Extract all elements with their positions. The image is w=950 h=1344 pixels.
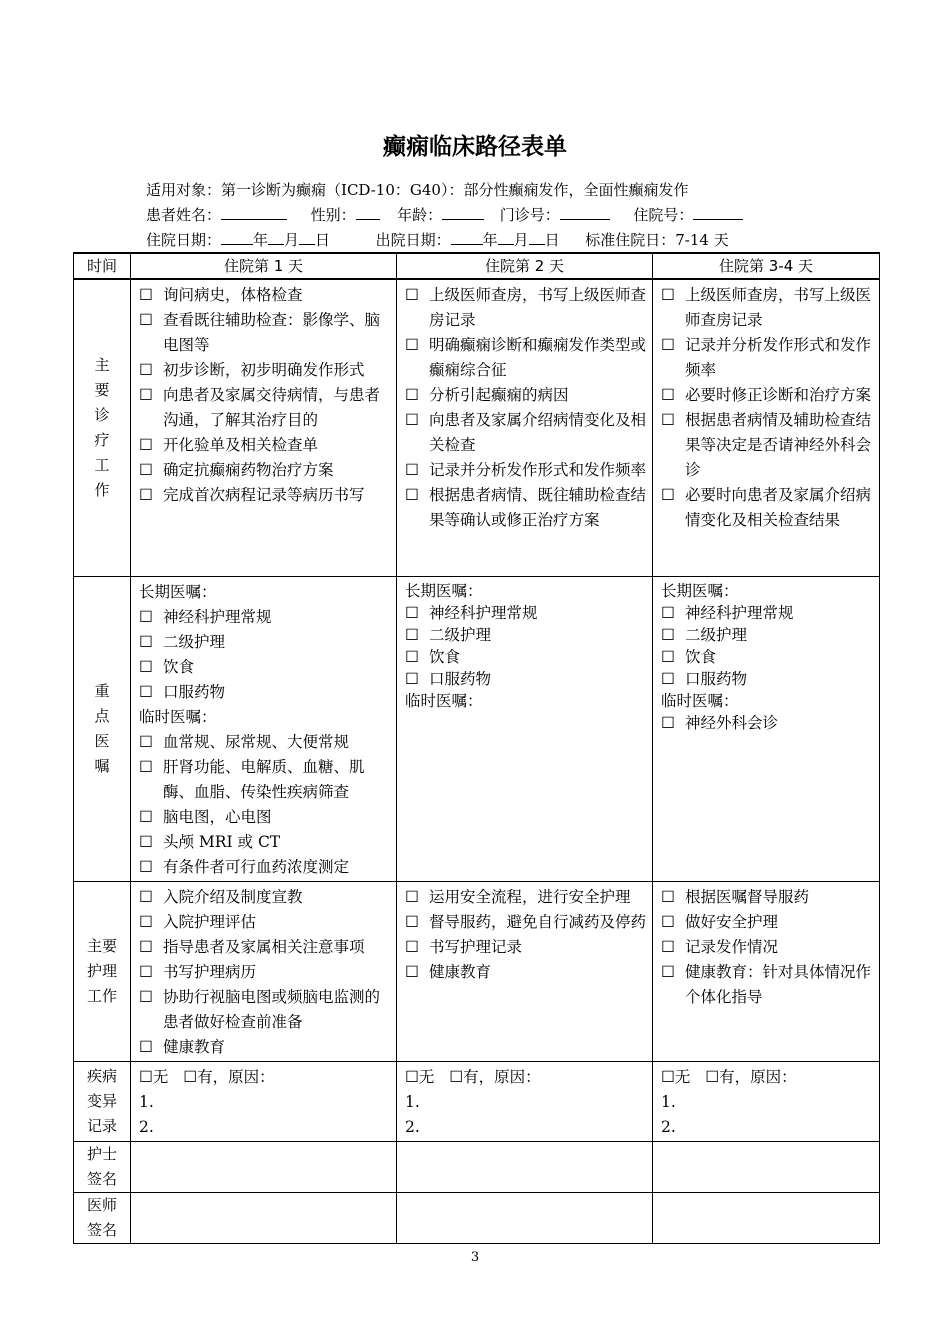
checkbox[interactable]: ☐ <box>661 937 675 956</box>
checklist-item <box>139 755 390 805</box>
checkbox[interactable]: ☐ <box>139 757 153 776</box>
nurse-sign-day1[interactable] <box>131 1141 397 1192</box>
checkbox[interactable]: ☐ <box>661 486 675 504</box>
inpatient-no-label: 住院号： <box>633 206 694 224</box>
orders-day1 <box>131 576 397 881</box>
checkbox[interactable]: ☐ <box>139 807 153 826</box>
variance-line-2[interactable]: 2. <box>139 1117 154 1136</box>
date-line <box>146 230 729 250</box>
checklist-item-text: 指导患者及家属相关注意事项 <box>163 937 365 956</box>
checklist-item-text: 向患者及家属交待病情，与患者沟通，了解其治疗目的 <box>163 386 381 429</box>
checklist-item <box>139 605 390 630</box>
checklist-item <box>139 433 390 458</box>
clinic-no-label: 门诊号： <box>499 206 560 224</box>
checklist-item <box>139 830 390 855</box>
checklist-item-text: 明确癫痫诊断和癫痫发作类型或癫痫综合征 <box>429 336 647 379</box>
checkbox[interactable]: ☐ <box>139 732 153 751</box>
checklist-item-text: 记录并分析发作形式和发作频率 <box>429 461 647 479</box>
checkbox[interactable]: ☐ <box>661 912 675 931</box>
checklist-item-text: 脑电图，心电图 <box>163 807 272 826</box>
checklist-item <box>405 408 646 458</box>
checklist-item <box>405 283 646 333</box>
checklist-item <box>139 910 390 935</box>
checklist-item-text: 入院介绍及制度宣教 <box>163 887 303 906</box>
checklist-item <box>139 483 390 508</box>
temporary-label: 临时医嘱： <box>661 691 739 710</box>
admit-year-field[interactable] <box>221 230 253 245</box>
checkbox[interactable]: ☐ <box>405 603 419 622</box>
checklist-item <box>405 935 646 960</box>
checkbox[interactable]: ☐ <box>405 912 419 931</box>
checkbox[interactable]: ☐ <box>139 832 153 851</box>
checkbox[interactable]: ☐ <box>405 386 419 404</box>
col-day2: 住院第 2 天 <box>397 253 653 279</box>
admit-day-field[interactable] <box>299 230 315 245</box>
variance-yes-checkbox[interactable]: ☐有，原因： <box>183 1067 275 1086</box>
scope-label: 适用对象： <box>146 181 222 199</box>
admit-date-label: 住院日期： <box>146 231 222 249</box>
checklist-item-text: 二级护理 <box>685 625 748 644</box>
discharge-year-field[interactable] <box>451 230 483 245</box>
long-term-label: 长期医嘱： <box>661 581 739 600</box>
checkbox[interactable]: ☐ <box>661 286 675 304</box>
variance-yes-checkbox[interactable]: ☐有，原因： <box>449 1067 541 1086</box>
standard-stay: 标准住院日：7-14 天 <box>585 231 729 249</box>
checklist-item-text: 做好安全护理 <box>685 912 779 931</box>
checklist-item-text: 根据患者病情及辅助检查结果等决定是否请神经外科会诊 <box>685 411 872 479</box>
checkbox[interactable]: ☐ <box>139 937 153 956</box>
checkbox[interactable]: ☐ <box>661 603 675 622</box>
checklist-item-text: 查看既往辅助检查：影像学、脑电图等 <box>163 311 381 354</box>
variance-line-2[interactable]: 2. <box>661 1117 676 1136</box>
checklist-item <box>139 935 390 960</box>
checkbox[interactable]: ☐ <box>139 486 153 504</box>
doctor-sign-day1[interactable] <box>131 1192 397 1243</box>
checklist-item-text: 健康教育 <box>163 1037 226 1056</box>
checkbox[interactable]: ☐ <box>405 486 419 504</box>
checklist-item-text: 督导服药，避免自行减药及停药 <box>429 912 647 931</box>
checkbox[interactable]: ☐ <box>405 461 419 479</box>
doctor-sign-row <box>74 1192 880 1243</box>
checklist-item-text: 健康教育：针对具体情况作个体化指导 <box>685 962 872 1006</box>
checklist-item-text: 分析引起癫痫的病因 <box>429 386 569 404</box>
checklist-item <box>661 646 873 668</box>
checklist-item-text: 神经科护理常规 <box>685 603 794 622</box>
orders-row <box>74 576 880 881</box>
checklist-item <box>139 308 390 358</box>
checklist-item <box>405 483 646 533</box>
month-label: 月 <box>513 231 529 249</box>
checklist-item-text: 上级医师查房，书写上级医师查房记录 <box>685 286 872 329</box>
checklist-item-text: 肝肾功能、电解质、血糖、肌酶、血脂、传染性疾病筛查 <box>163 757 365 801</box>
checklist-item-text: 口服药物 <box>685 669 748 688</box>
variance-day2 <box>397 1061 653 1141</box>
doctor-sign-day34[interactable] <box>653 1192 880 1243</box>
patient-name-label: 患者姓名： <box>146 206 222 224</box>
checkbox[interactable]: ☐ <box>139 632 153 651</box>
checkbox[interactable]: ☐ <box>661 713 675 732</box>
checklist-item <box>405 910 646 935</box>
discharge-date-label: 出院日期： <box>375 231 451 249</box>
variance-line-1[interactable]: 1. <box>661 1092 676 1111</box>
checklist-item <box>661 483 873 533</box>
checklist-item <box>661 283 873 333</box>
checkbox[interactable]: ☐ <box>661 386 675 404</box>
checklist-item <box>661 960 873 1010</box>
checklist-item-text: 开化验单及相关检查单 <box>163 436 319 454</box>
checkbox[interactable]: ☐ <box>405 411 419 429</box>
checklist-item-text: 神经科护理常规 <box>163 607 272 626</box>
checklist-item-text: 记录并分析发作形式和发作频率 <box>685 336 872 379</box>
checkbox[interactable]: ☐ <box>661 647 675 666</box>
checklist-item-text: 有条件者可行血药浓度测定 <box>163 857 350 876</box>
checklist-item <box>139 985 390 1035</box>
inpatient-no-field[interactable] <box>693 205 743 220</box>
admit-month-field[interactable] <box>268 230 284 245</box>
diagnosis-day1 <box>131 279 397 576</box>
checklist-item <box>661 935 873 960</box>
age-label: 年龄： <box>397 206 443 224</box>
scope-line <box>146 180 688 200</box>
checkbox[interactable]: ☐ <box>139 682 153 701</box>
long-term-label: 长期医嘱： <box>405 581 483 600</box>
checklist-item <box>139 655 390 680</box>
checklist-item-text: 根据医嘱督导服药 <box>685 887 810 906</box>
checklist-item-text: 记录发作情况 <box>685 937 779 956</box>
day-label: 日 <box>544 231 560 249</box>
checklist-item <box>405 458 646 483</box>
checklist-item <box>661 910 873 935</box>
checklist-item <box>661 885 873 910</box>
nursing-day34 <box>653 881 880 1061</box>
temporary-label: 临时医嘱： <box>405 691 483 710</box>
checklist-item-text: 口服药物 <box>163 682 226 701</box>
checklist-item <box>139 855 390 880</box>
patient-name-field[interactable] <box>221 205 287 220</box>
col-day1: 住院第 1 天 <box>131 253 397 279</box>
checkbox[interactable]: ☐ <box>139 461 153 479</box>
checklist-item <box>139 458 390 483</box>
checklist-item <box>661 624 873 646</box>
nurse-sign-row <box>74 1141 880 1192</box>
variance-line-2[interactable]: 2. <box>405 1117 420 1136</box>
doctor-sign-label: 医师签名 <box>74 1192 131 1243</box>
checklist-item-text: 协助行视脑电图或频脑电监测的患者做好检查前准备 <box>163 987 381 1031</box>
checklist-item-text: 运用安全流程，进行安全护理 <box>429 887 631 906</box>
header-row <box>74 253 880 279</box>
discharge-month-field[interactable] <box>498 230 514 245</box>
checklist-item-text: 向患者及家属介绍病情变化及相关检查 <box>429 411 647 454</box>
checkbox[interactable]: ☐ <box>405 286 419 304</box>
gender-label: 性别： <box>310 206 356 224</box>
checklist-item <box>661 383 873 408</box>
variance-none-checkbox[interactable]: ☐无 <box>139 1067 169 1086</box>
long-term-label: 长期医嘱： <box>139 582 217 601</box>
year-label: 年 <box>482 231 498 249</box>
checkbox[interactable]: ☐ <box>405 669 419 688</box>
checklist-item-text: 确定抗癫痫药物治疗方案 <box>163 461 334 479</box>
orders-label: 重点医嘱 <box>74 576 131 881</box>
nursing-day2 <box>397 881 653 1061</box>
variance-line-1[interactable]: 1. <box>405 1092 420 1111</box>
checklist-item-text: 二级护理 <box>163 632 226 651</box>
checklist-item-text: 饮食 <box>685 647 717 666</box>
checkbox[interactable]: ☐ <box>139 436 153 454</box>
checklist-item-text: 书写护理病历 <box>163 962 257 981</box>
checkbox[interactable]: ☐ <box>139 386 153 404</box>
checkbox[interactable]: ☐ <box>139 657 153 676</box>
checklist-item <box>661 602 873 624</box>
checklist-item-text: 神经科护理常规 <box>429 603 538 622</box>
checklist-item-text: 二级护理 <box>429 625 492 644</box>
orders-day34 <box>653 576 880 881</box>
month-label: 月 <box>284 231 300 249</box>
checklist-item <box>139 358 390 383</box>
page-number: 3 <box>470 1250 480 1265</box>
checklist-item-text: 书写护理记录 <box>429 937 523 956</box>
checklist-item <box>405 602 646 624</box>
checklist-item <box>405 885 646 910</box>
diagnosis-day34 <box>653 279 880 576</box>
checklist-item-text: 健康教育 <box>429 962 492 981</box>
checkbox[interactable]: ☐ <box>139 912 153 931</box>
checklist-item-text: 询问病史，体格检查 <box>163 286 303 304</box>
variance-day1 <box>131 1061 397 1141</box>
checkbox[interactable]: ☐ <box>661 625 675 644</box>
checklist-item-text: 口服药物 <box>429 669 492 688</box>
page-title: 癫痫临床路径表单 <box>383 134 567 160</box>
nursing-day1 <box>131 881 397 1061</box>
nursing-row <box>74 881 880 1061</box>
checkbox[interactable]: ☐ <box>405 937 419 956</box>
checkbox[interactable]: ☐ <box>405 962 419 981</box>
checklist-item-text: 血常规、尿常规、大便常规 <box>163 732 350 751</box>
checklist-item <box>661 668 873 690</box>
checklist-item-text: 初步诊断，初步明确发作形式 <box>163 361 365 379</box>
checklist-item-text: 神经外科会诊 <box>685 713 779 732</box>
checkbox[interactable]: ☐ <box>139 1037 153 1056</box>
checklist-item <box>139 283 390 308</box>
diagnosis-day2 <box>397 279 653 576</box>
checkbox[interactable]: ☐ <box>139 962 153 981</box>
doctor-sign-day2[interactable] <box>397 1192 653 1243</box>
diagnosis-row <box>74 279 880 576</box>
checkbox[interactable]: ☐ <box>139 286 153 304</box>
discharge-day-field[interactable] <box>529 230 545 245</box>
nurse-sign-day2[interactable] <box>397 1141 653 1192</box>
checkbox[interactable]: ☐ <box>139 311 153 329</box>
variance-line-1[interactable]: 1. <box>139 1092 154 1111</box>
year-label: 年 <box>253 231 269 249</box>
checkbox[interactable]: ☐ <box>139 361 153 379</box>
variance-none-checkbox[interactable]: ☐无 <box>405 1067 435 1086</box>
checkbox[interactable]: ☐ <box>139 887 153 906</box>
patient-info-line <box>146 205 743 225</box>
checkbox[interactable]: ☐ <box>661 411 675 429</box>
variance-yes-checkbox[interactable]: ☐有，原因： <box>705 1067 797 1086</box>
col-time: 时间 <box>74 253 131 279</box>
checklist-item <box>405 383 646 408</box>
checklist-item-text: 饮食 <box>163 657 195 676</box>
variance-label: 疾病变异记录 <box>74 1061 131 1141</box>
checklist-item-text: 头颅 MRI 或 CT <box>163 832 281 851</box>
variance-none-checkbox[interactable]: ☐无 <box>661 1067 691 1086</box>
checklist-item <box>139 960 390 985</box>
checklist-item <box>139 383 390 433</box>
checklist-item-text: 饮食 <box>429 647 461 666</box>
nurse-sign-label: 护士签名 <box>74 1141 131 1192</box>
orders-day2 <box>397 576 653 881</box>
variance-day34 <box>653 1061 880 1141</box>
checklist-item <box>661 712 873 734</box>
variance-row <box>74 1061 880 1141</box>
checkbox[interactable]: ☐ <box>661 336 675 354</box>
checkbox[interactable]: ☐ <box>405 647 419 666</box>
checklist-item <box>139 730 390 755</box>
checkbox[interactable]: ☐ <box>661 669 675 688</box>
checklist-item-text: 入院护理评估 <box>163 912 257 931</box>
checklist-item <box>405 624 646 646</box>
checkbox[interactable]: ☐ <box>139 987 153 1006</box>
checkbox[interactable]: ☐ <box>405 336 419 354</box>
checklist-item <box>405 333 646 383</box>
scope-value: 第一诊断为癫痫（ICD-10：G40）：部分性癫痫发作，全面性癫痫发作 <box>221 181 689 199</box>
nursing-label: 主要护理工作 <box>74 881 131 1061</box>
checklist-item <box>139 805 390 830</box>
checklist-item <box>405 960 646 985</box>
diagnosis-label: 主要诊疗工作 <box>74 279 131 576</box>
checkbox[interactable]: ☐ <box>405 887 419 906</box>
checklist-item <box>139 885 390 910</box>
checkbox[interactable]: ☐ <box>661 962 675 981</box>
checklist-item-text: 必要时向患者及家属介绍病情变化及相关检查结果 <box>685 486 872 529</box>
age-field[interactable] <box>442 205 484 220</box>
checkbox[interactable]: ☐ <box>139 607 153 626</box>
checklist-item-text: 必要时修正诊断和治疗方案 <box>685 386 872 404</box>
checkbox[interactable]: ☐ <box>139 857 153 876</box>
checklist-item <box>405 646 646 668</box>
col-day34: 住院第 3-4 天 <box>653 253 880 279</box>
checklist-item <box>405 668 646 690</box>
gender-field[interactable] <box>356 205 380 220</box>
nurse-sign-day34[interactable] <box>653 1141 880 1192</box>
clinic-no-field[interactable] <box>560 205 610 220</box>
clinical-pathway-table <box>73 252 880 1244</box>
checklist-item <box>139 630 390 655</box>
checklist-item <box>661 333 873 383</box>
day-label: 日 <box>315 231 331 249</box>
checklist-item <box>661 408 873 483</box>
checkbox[interactable]: ☐ <box>661 887 675 906</box>
checklist-item-text: 上级医师查房，书写上级医师查房记录 <box>429 286 647 329</box>
temporary-label: 临时医嘱： <box>139 707 217 726</box>
checkbox[interactable]: ☐ <box>405 625 419 644</box>
checklist-item-text: 完成首次病程记录等病历书写 <box>163 486 365 504</box>
checklist-item <box>139 680 390 705</box>
checklist-item <box>139 1035 390 1060</box>
checklist-item-text: 根据患者病情、既往辅助检查结果等确认或修正治疗方案 <box>429 486 647 529</box>
